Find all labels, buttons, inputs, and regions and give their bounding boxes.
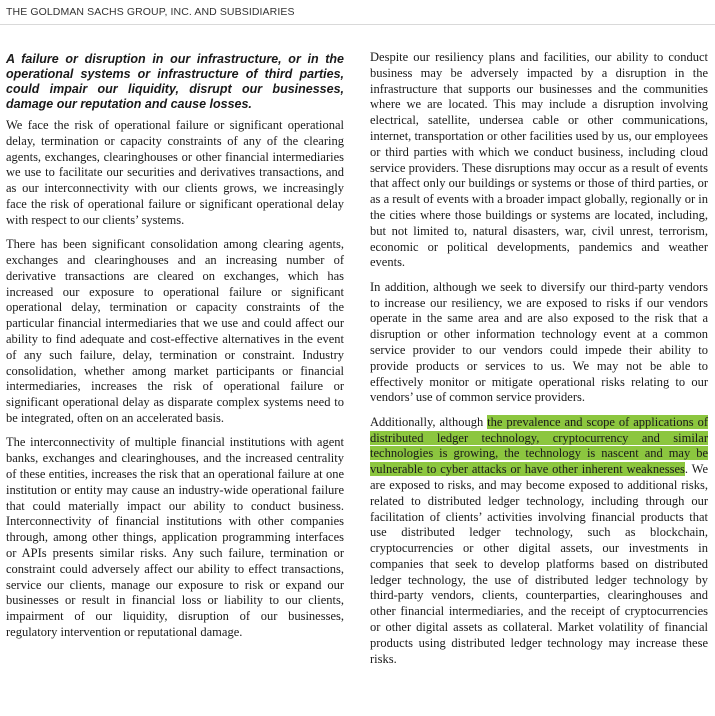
paragraph-vendors: In addition, although we seek to diversify our third-party vendors to increase our resiliency, we are exposed to risks if our vendors operate in the same area and are also exposed to the risk that a disruption or other information technology event at a common service provider to our vendors could impede their ability to provide products or services to us. We may not be able to effectively monitor or mitigate operational risks relating to our vendors’ use of common service providers. <box>370 279 708 405</box>
risk-heading: A failure or disruption in our infrastructure, or in the operational systems or infrastructure of third parties, could impair our liquidity, disrupt our businesses, damage our reputation and cause losses. <box>6 52 344 111</box>
paragraph-distributed-ledger <box>370 415 708 668</box>
left-column <box>6 50 344 649</box>
right-column <box>370 50 708 676</box>
paragraph-operational-risk: We face the risk of operational failure or significant operational delay, termination or capacity constraints of any of the clearing agents, exchanges, clearinghouses or other financial intermediaries we use to facilitate our securities and derivatives transactions, and as our interconnectivity with our clients grows, we increasingly face the risk of operational failure or significant operational delay with respect to our clients’ systems. <box>6 118 344 227</box>
paragraph-resiliency: Despite our resiliency plans and facilities, our ability to conduct business may be adversely impacted by a disruption in the infrastructure that supports our businesses and the communities where we are located. This may include a disruption involving electrical, satellite, undersea cable or other communications, internet, transportation or other facilities used by us, our employees or third parties with which we conduct business, including cloud service providers. These disruptions may occur as a result of events that affect only our buildings or systems or those of third parties, or as a result of events with a broader impact globally, regionally or in the cities where those buildings or systems are located, including, but not limited to, natural disasters, war, civil unrest, terrorism, economic or political developments, pandemics and weather events. <box>370 50 708 270</box>
page-header: THE GOLDMAN SACHS GROUP, INC. AND SUBSIDIARIES <box>6 6 295 18</box>
dlt-body-text: . We are exposed to risks, and may become exposed to additional risks, related to distributed ledger technology, including through our facilitation of clients’ activities involving financial products that use distributed ledger technology, such as blockchain, cryptocurrencies or other digital assets, our investments in companies that seek to develop platforms based on distributed ledger technology, the use of distributed ledger technology by third-party vendors, clients, counterparties, clearinghouses and other financial intermediaries, and the receipt of cryptocurrencies or other digital assets as collateral. Market volatility of financial products using distributed ledger technology may increase these risks. <box>370 462 708 666</box>
header-divider <box>0 24 715 25</box>
paragraph-consolidation: There has been significant consolidation among clearing agents, exchanges and clearinghouses and an increasing number of derivative transactions are cleared on exchanges, which has increased our exposure to operational failure or significant operational delay, termination or capacity constraints of the particular financial intermediaries that we use and could affect our ability to find adequate and cost-effective alternatives in the event of any such failure, delay, termination or constraint. Industry consolidation, whether among market participants or financial intermediaries, increases the risk of operational failure or significant operational delay as disparate complex systems need to be integrated, often on an accelerated basis. <box>6 237 344 425</box>
highlighted-text: the prevalence and scope of applications of distributed ledger technology, cryptocurrency and similar technologies is growing, the technology is nascent and may be vulnerable to cyber attacks or have other inherent weaknesses <box>370 414 708 477</box>
dlt-lead-text: Additionally, although <box>370 414 488 429</box>
paragraph-interconnectivity: The interconnectivity of multiple financial institutions with agent banks, exchanges and clearinghouses, and the increased centrality of these entities, increases the risk that an operational failure at one institution or entity may cause an industry-wide operational failure that could materially impact our ability to conduct business. Interconnectivity of financial institutions with other companies through, among other things, application programming interfaces or APIs presents similar risks. Any such failure, termination or constraint could adversely affect our ability to effect transactions, service our clients, manage our exposure to risk or expand our businesses or result in financial loss or liability to our clients, impairment of our liquidity, disruption of our businesses, regulatory intervention or reputational damage. <box>6 435 344 639</box>
